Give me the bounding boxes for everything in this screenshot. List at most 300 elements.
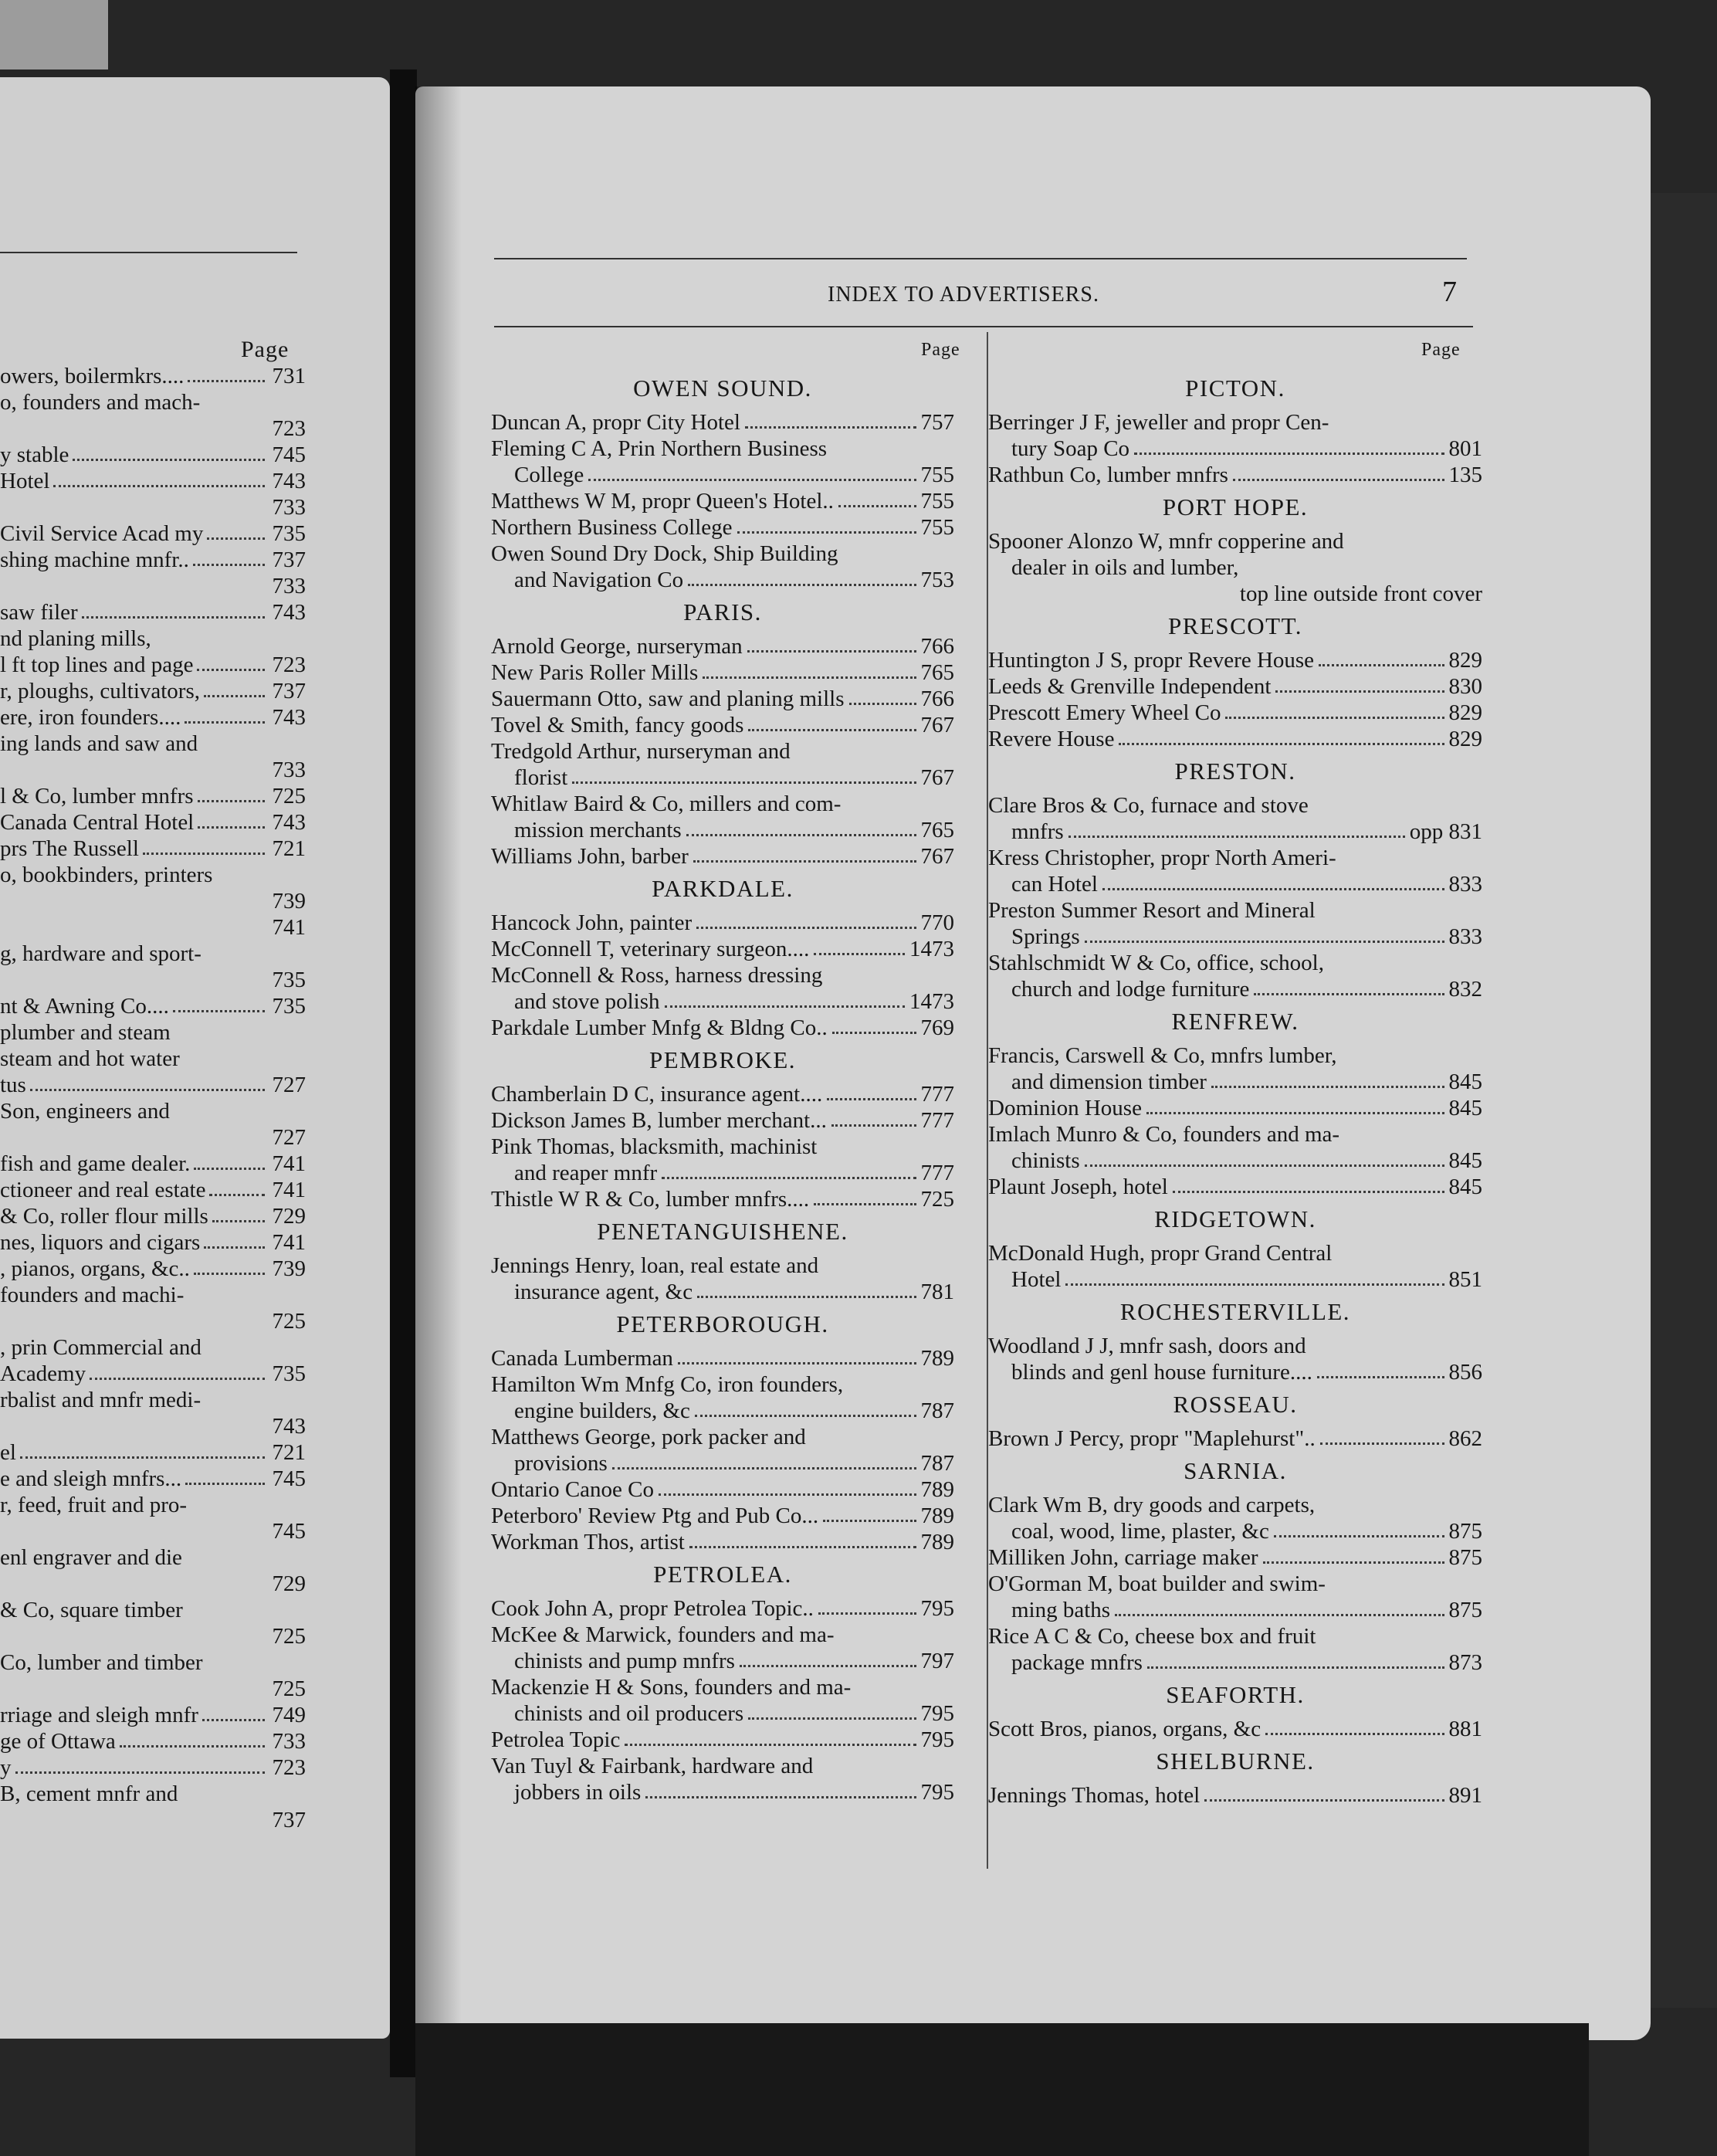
- entry-text: florist: [514, 765, 568, 790]
- section-heading: PEMBROKE.: [649, 1046, 797, 1073]
- entry-text: can Hotel: [1011, 872, 1098, 897]
- entry-page-number: 766: [920, 634, 954, 659]
- leader-dots: [1085, 941, 1444, 943]
- header-rule-top: [494, 258, 1467, 259]
- left-page-line: [0, 652, 306, 678]
- index-entry: [988, 647, 1482, 673]
- left-page-line-text: l & Co, lumber mnfrs: [0, 784, 194, 808]
- entry-text: O'Gorman M, boat builder and swim-: [988, 1571, 1326, 1596]
- section-heading: PRESCOTT.: [1168, 612, 1302, 639]
- entry-page-number: 829: [1448, 648, 1482, 673]
- section-heading: ROCHESTERVILLE.: [1119, 1298, 1351, 1325]
- entry-text: Springs: [1011, 924, 1080, 949]
- index-entry: [988, 1623, 1482, 1676]
- left-page-line: [0, 1466, 306, 1492]
- index-entry: [491, 541, 954, 593]
- left-page-line-text: nt & Awning Co....: [0, 994, 169, 1019]
- entry-text: Duncan A, propr City Hotel: [491, 410, 740, 435]
- left-page-line-text: r, feed, fruit and pro-: [0, 1493, 188, 1517]
- leader-dots: [678, 1362, 916, 1364]
- left-page-line: [0, 836, 306, 862]
- entry-line: [988, 1095, 1482, 1121]
- leader-dots: [703, 676, 916, 679]
- leader-dots: [818, 1612, 916, 1615]
- entry-page-number: opp 831: [1409, 819, 1482, 844]
- entry-page-number: 753: [920, 568, 954, 592]
- index-entry: [491, 1503, 954, 1529]
- entry-line: [491, 1727, 954, 1753]
- left-page-line-page: 737: [272, 679, 306, 703]
- section-heading: PETROLEA.: [653, 1561, 792, 1588]
- leader-dots: [194, 1168, 265, 1170]
- left-page-line-page: 725: [272, 784, 306, 808]
- index-entry: [988, 1716, 1482, 1742]
- leader-dots: [645, 1796, 916, 1798]
- index-entry: [988, 950, 1482, 1002]
- index-entry: [988, 1571, 1482, 1623]
- leader-dots: [688, 584, 916, 586]
- leader-dots: [695, 1415, 916, 1417]
- section-heading: PRESTON.: [1174, 758, 1296, 785]
- leader-dots: [20, 1456, 265, 1459]
- index-entry: [491, 1622, 954, 1674]
- entry-page-number: 781: [920, 1280, 954, 1304]
- entry-page-number: 845: [1448, 1096, 1482, 1120]
- index-column-left: [491, 369, 954, 1805]
- entry-line: [988, 1571, 1482, 1597]
- leader-dots: [823, 1520, 916, 1522]
- left-page-line-text: nes, liquors and cigars: [0, 1230, 201, 1255]
- section-heading: PETERBOROUGH.: [616, 1310, 829, 1337]
- entry-text: Williams John, barber: [491, 844, 689, 869]
- entry-line: [491, 541, 954, 567]
- gutter-shadow: [415, 86, 462, 2040]
- left-page-line-page: 737: [272, 1808, 306, 1832]
- entry-line: [491, 1186, 954, 1212]
- entry-line: [491, 962, 954, 988]
- index-entry: [491, 409, 954, 436]
- entry-line: [491, 1279, 954, 1305]
- entry-line: [988, 1042, 1482, 1069]
- left-page-line-page: 733: [272, 574, 306, 598]
- entry-page-number: 787: [920, 1451, 954, 1476]
- entry-line: [491, 409, 954, 436]
- entry-text: Matthews George, pork packer and: [491, 1425, 806, 1449]
- left-page-line-page: 721: [272, 1440, 306, 1465]
- left-page-line-page: 743: [272, 600, 306, 625]
- entry-text: chinists and pump mnfrs: [514, 1649, 735, 1673]
- left-page-line-page: 749: [272, 1703, 306, 1727]
- leader-dots: [204, 695, 265, 697]
- entry-line: [491, 1081, 954, 1107]
- leader-dots: [15, 1771, 266, 1774]
- entry-line: [491, 567, 954, 593]
- entry-line: [988, 1425, 1482, 1452]
- leader-dots: [1102, 888, 1444, 890]
- left-page-line-text: y stable: [0, 442, 69, 467]
- left-page-line-text: enl engraver and die: [0, 1545, 182, 1570]
- entry-line: [988, 1649, 1482, 1676]
- entry-page-number: 755: [920, 515, 954, 540]
- leader-dots: [1317, 1376, 1444, 1378]
- left-page-line: [0, 1098, 306, 1124]
- left-page-line: [0, 757, 306, 783]
- entry-page-number: 765: [920, 660, 954, 685]
- left-page-line-page: 743: [272, 1414, 306, 1439]
- entry-line: [988, 1266, 1482, 1293]
- index-entry: [988, 700, 1482, 726]
- left-page-line-text: o, bookbinders, printers: [0, 863, 213, 887]
- left-page-line-page: 721: [272, 836, 306, 861]
- leader-dots: [53, 485, 265, 487]
- entry-text: Brown J Percy, propr "Maplehurst"..: [988, 1426, 1316, 1451]
- entry-text: Whitlaw Baird & Co, millers and com-: [491, 792, 842, 816]
- left-page-rule: [0, 252, 297, 253]
- entry-page-number: 845: [1448, 1070, 1482, 1094]
- left-page-line: [0, 442, 306, 468]
- entry-text: Milliken John, carriage maker: [988, 1545, 1258, 1570]
- index-entry: [988, 1782, 1482, 1809]
- left-page-line-page: 725: [272, 1309, 306, 1334]
- entry-line: [988, 1147, 1482, 1174]
- left-page-line-page: 745: [272, 1519, 306, 1544]
- entry-line: [491, 686, 954, 712]
- left-page-line: [0, 1177, 306, 1203]
- left-page-line: [0, 1623, 306, 1649]
- leader-dots: [747, 650, 916, 653]
- leader-dots: [173, 1010, 265, 1012]
- section-heading: ROSSEAU.: [1173, 1391, 1298, 1418]
- entry-text: Ontario Canoe Co: [491, 1477, 655, 1502]
- index-entry: [988, 845, 1482, 897]
- leader-dots: [588, 479, 916, 481]
- entry-page-number: 856: [1448, 1360, 1482, 1385]
- page-number: 7: [1442, 276, 1457, 308]
- index-entry: [491, 436, 954, 488]
- entry-line: [988, 1492, 1482, 1518]
- entry-page-number: 830: [1448, 674, 1482, 699]
- entry-text: McDonald Hugh, propr Grand Central: [988, 1241, 1333, 1266]
- leader-dots: [185, 721, 265, 724]
- entry-line: [491, 1107, 954, 1134]
- left-page-label: Page: [241, 337, 290, 362]
- left-page-line: [0, 1361, 306, 1387]
- leader-dots: [30, 1089, 265, 1091]
- left-page-line: [0, 941, 306, 967]
- leader-dots: [827, 1098, 916, 1100]
- entry-line: [988, 1544, 1482, 1571]
- entry-text: McConnell T, veterinary surgeon....: [491, 937, 810, 961]
- entry-line: [988, 871, 1482, 897]
- left-page-line-text: Co, lumber and timber: [0, 1650, 203, 1675]
- left-page-line-page: 733: [272, 758, 306, 782]
- left-page-line-page: 739: [272, 889, 306, 914]
- left-page-line-page: 739: [272, 1256, 306, 1281]
- left-page-line-text: tus: [0, 1073, 26, 1097]
- left-column-page-label: Page: [921, 340, 960, 360]
- entry-page-number: 795: [920, 1780, 954, 1805]
- leader-dots: [748, 1717, 916, 1720]
- entry-line: [988, 950, 1482, 976]
- entry-page-number: 1473: [909, 937, 954, 961]
- entry-line: [988, 462, 1482, 488]
- entry-text: Woodland J J, mnfr sash, doors and: [988, 1334, 1306, 1358]
- left-page-line: [0, 520, 306, 547]
- leader-dots: [665, 1005, 906, 1008]
- index-entry: [491, 1424, 954, 1476]
- leader-dots: [90, 1378, 265, 1380]
- entry-text: Dickson James B, lumber merchant...: [491, 1108, 827, 1133]
- index-entry: [491, 1674, 954, 1727]
- entry-line: [988, 1716, 1482, 1742]
- left-page-line: [0, 1151, 306, 1177]
- index-entry: [491, 514, 954, 541]
- left-page-line: [0, 599, 306, 625]
- left-page-line-text: r, ploughs, cultivators,: [0, 679, 201, 703]
- leader-dots: [697, 1296, 916, 1298]
- entry-text: Sauermann Otto, saw and planing mills: [491, 686, 845, 711]
- left-page-line-page: 729: [272, 1571, 306, 1596]
- entry-line: [988, 1518, 1482, 1544]
- entry-text: ming baths: [1011, 1598, 1111, 1622]
- index-entry: [491, 1371, 954, 1424]
- entry-text: Matthews W M, propr Queen's Hotel..: [491, 489, 834, 514]
- entry-line: [988, 1069, 1482, 1095]
- leader-dots: [1265, 1733, 1444, 1735]
- entry-page-number: 851: [1448, 1267, 1482, 1292]
- leader-dots: [1274, 1535, 1444, 1537]
- entry-text: and Navigation Co: [514, 568, 684, 592]
- left-page-line-text: rriage and sleigh mnfr: [0, 1703, 198, 1727]
- left-page-line: [0, 731, 306, 757]
- index-entry: [988, 1544, 1482, 1571]
- left-page-line: [0, 1676, 306, 1702]
- entry-text: Van Tuyl & Fairbank, hardware and: [491, 1754, 814, 1778]
- entry-line: [988, 976, 1482, 1002]
- entry-line: [491, 659, 954, 686]
- entry-line: [491, 738, 954, 764]
- left-page-line-page: 723: [272, 1755, 306, 1780]
- leader-dots: [838, 505, 916, 507]
- left-page-line: [0, 1072, 306, 1098]
- entry-text: church and lodge furniture: [1011, 977, 1250, 1002]
- leader-dots: [1173, 1191, 1444, 1193]
- entry-text: package mnfrs: [1011, 1650, 1143, 1675]
- left-page-line-text: ge of Ottawa: [0, 1729, 116, 1754]
- entry-text: Hancock John, painter: [491, 910, 693, 935]
- left-page-line-text: , prin Commercial and: [0, 1335, 202, 1360]
- entry-line: [491, 1622, 954, 1648]
- entry-line: [988, 673, 1482, 700]
- entry-line: [988, 554, 1482, 581]
- left-page-line: [0, 1046, 306, 1072]
- index-entry: [988, 1095, 1482, 1121]
- left-page-line-text: nd planing mills,: [0, 626, 151, 651]
- entry-text: top line outside front cover: [1239, 581, 1482, 606]
- left-page-line-text: Academy: [0, 1361, 86, 1386]
- left-page-line: [0, 1571, 306, 1597]
- entry-line: [988, 897, 1482, 924]
- entry-text: chinists: [1011, 1148, 1080, 1173]
- left-page-line-page: 741: [272, 1230, 306, 1255]
- leader-dots: [612, 1467, 916, 1470]
- entry-line: [491, 1424, 954, 1450]
- left-page-line: [0, 862, 306, 888]
- left-page-line-page: 741: [272, 1151, 306, 1176]
- index-entry: [988, 1425, 1482, 1452]
- left-page-line-page: 731: [272, 364, 306, 388]
- entry-text: Huntington J S, propr Revere House: [988, 648, 1315, 673]
- entry-line: [988, 924, 1482, 950]
- leader-dots: [1320, 1442, 1444, 1445]
- entry-line: [988, 581, 1482, 607]
- entry-page-number: 767: [920, 713, 954, 737]
- index-entry: [988, 1121, 1482, 1174]
- leader-dots: [1254, 993, 1444, 995]
- index-entry: [491, 1727, 954, 1753]
- right-edge: [1651, 193, 1717, 2008]
- left-page-line-text: Canada Central Hotel: [0, 810, 195, 835]
- entry-text: coal, wood, lime, plaster, &c: [1011, 1519, 1269, 1544]
- entry-line: [491, 1779, 954, 1805]
- leader-dots: [662, 1177, 916, 1179]
- index-entry: [491, 791, 954, 843]
- left-page-line-page: 733: [272, 1729, 306, 1754]
- leader-dots: [686, 834, 916, 836]
- index-entry: [988, 581, 1482, 607]
- leader-dots: [696, 927, 916, 929]
- entry-page-number: 789: [920, 1530, 954, 1554]
- entry-text: Preston Summer Resort and Mineral: [988, 898, 1316, 923]
- index-entry: [491, 488, 954, 514]
- entry-page-number: 845: [1448, 1148, 1482, 1173]
- leader-dots: [659, 1493, 916, 1496]
- left-page-line-text: fish and game dealer.: [0, 1151, 191, 1176]
- entry-page-number: 875: [1448, 1545, 1482, 1570]
- section-heading: SARNIA.: [1184, 1457, 1287, 1484]
- entry-page-number: 789: [920, 1477, 954, 1502]
- left-page-line: [0, 967, 306, 993]
- entry-line: [491, 764, 954, 791]
- entry-text: Northern Business College: [491, 515, 733, 540]
- entry-text: and stove polish: [514, 989, 660, 1014]
- left-page-corner: [0, 0, 108, 69]
- leader-dots: [194, 1273, 265, 1275]
- section-heading: SHELBURNE.: [1156, 1748, 1315, 1775]
- entry-text: Rice A C & Co, cheese box and fruit: [988, 1624, 1316, 1649]
- entry-page-number: 770: [920, 910, 954, 935]
- leader-dots: [1319, 664, 1444, 666]
- entry-text: Spooner Alonzo W, mnfr copperine and: [988, 529, 1344, 554]
- left-page-line-page: 723: [272, 416, 306, 441]
- left-page-line-page: 723: [272, 653, 306, 677]
- left-page-line-page: 743: [272, 705, 306, 730]
- entry-line: [491, 1648, 954, 1674]
- entry-page-number: 795: [920, 1596, 954, 1621]
- entry-line: [491, 910, 954, 936]
- left-page-line-page: 733: [272, 495, 306, 520]
- left-page-line-text: saw filer: [0, 600, 78, 625]
- entry-line: [988, 1782, 1482, 1809]
- entry-page-number: 787: [920, 1398, 954, 1423]
- left-page-line-text: plumber and steam: [0, 1020, 171, 1045]
- right-column-page-label: Page: [1421, 340, 1461, 360]
- entry-page-number: 765: [920, 818, 954, 842]
- entry-page-number: 789: [920, 1346, 954, 1371]
- leader-dots: [693, 860, 916, 863]
- entry-line: [491, 633, 954, 659]
- left-page-line-text: ctioneer and real estate: [0, 1178, 206, 1202]
- index-entry: [988, 1240, 1482, 1293]
- entry-text: Jennings Henry, loan, real estate and: [491, 1253, 819, 1278]
- left-page-line-text: y: [0, 1755, 12, 1780]
- entry-text: engine builders, &c: [514, 1398, 690, 1423]
- entry-line: [988, 845, 1482, 871]
- index-entry: [491, 1134, 954, 1186]
- index-entry: [988, 1174, 1482, 1200]
- left-page-line-text: owers, boilermkrs....: [0, 364, 185, 388]
- entry-text: New Paris Roller Mills: [491, 660, 699, 685]
- left-page-line-text: & Co, square timber: [0, 1598, 183, 1622]
- left-page-line: [0, 1807, 306, 1833]
- left-page-line-text: Hotel: [0, 469, 50, 493]
- entry-line: [988, 647, 1482, 673]
- entry-page-number: 755: [920, 463, 954, 487]
- entry-line: [988, 1597, 1482, 1623]
- entry-line: [988, 1174, 1482, 1200]
- left-page-line-page: 743: [272, 469, 306, 493]
- left-page-line: [0, 573, 306, 599]
- entry-text: Jennings Thomas, hotel: [988, 1783, 1201, 1808]
- left-page-line-text: B, cement mnfr and: [0, 1781, 178, 1806]
- leader-dots: [1134, 453, 1444, 455]
- entry-text: Hotel: [1011, 1267, 1062, 1292]
- section-heading: PICTON.: [1185, 375, 1285, 402]
- entry-page-number: 833: [1448, 872, 1482, 897]
- leader-dots: [209, 1194, 265, 1196]
- index-entry: [491, 1476, 954, 1503]
- entry-text: Francis, Carswell & Co, mnfrs lumber,: [988, 1043, 1337, 1068]
- entry-text: Thistle W R & Co, lumber mnfrs....: [491, 1187, 810, 1212]
- left-page-line: [0, 914, 306, 941]
- entry-line: [988, 792, 1482, 819]
- entry-text: Leeds & Grenville Independent: [988, 674, 1272, 699]
- entry-page-number: 135: [1448, 463, 1482, 487]
- index-entry: [491, 1345, 954, 1371]
- leader-dots: [198, 826, 265, 829]
- left-page-line: [0, 783, 306, 809]
- left-page-line: [0, 888, 306, 914]
- entry-text: blinds and genl house furniture....: [1011, 1360, 1312, 1385]
- left-page-line-page: 741: [272, 915, 306, 940]
- entry-text: Fleming C A, Prin Northern Business: [491, 436, 828, 461]
- entry-text: Hamilton Wm Mnfg Co, iron founders,: [491, 1372, 844, 1397]
- index-entry: [491, 659, 954, 686]
- left-page-line: [0, 1256, 306, 1282]
- index-entry: [988, 1492, 1482, 1544]
- entry-page-number: 725: [920, 1187, 954, 1212]
- index-entry: [491, 1595, 954, 1622]
- entry-page-number: 862: [1448, 1426, 1482, 1451]
- section-heading: RIDGETOWN.: [1154, 1205, 1316, 1232]
- entry-page-number: 875: [1448, 1598, 1482, 1622]
- entry-page-number: 789: [920, 1503, 954, 1528]
- index-entry: [491, 843, 954, 870]
- entry-line: [491, 936, 954, 962]
- entry-page-number: 829: [1448, 700, 1482, 725]
- left-page-line-page: 745: [272, 1466, 306, 1491]
- entry-text: Workman Thos, artist: [491, 1530, 685, 1554]
